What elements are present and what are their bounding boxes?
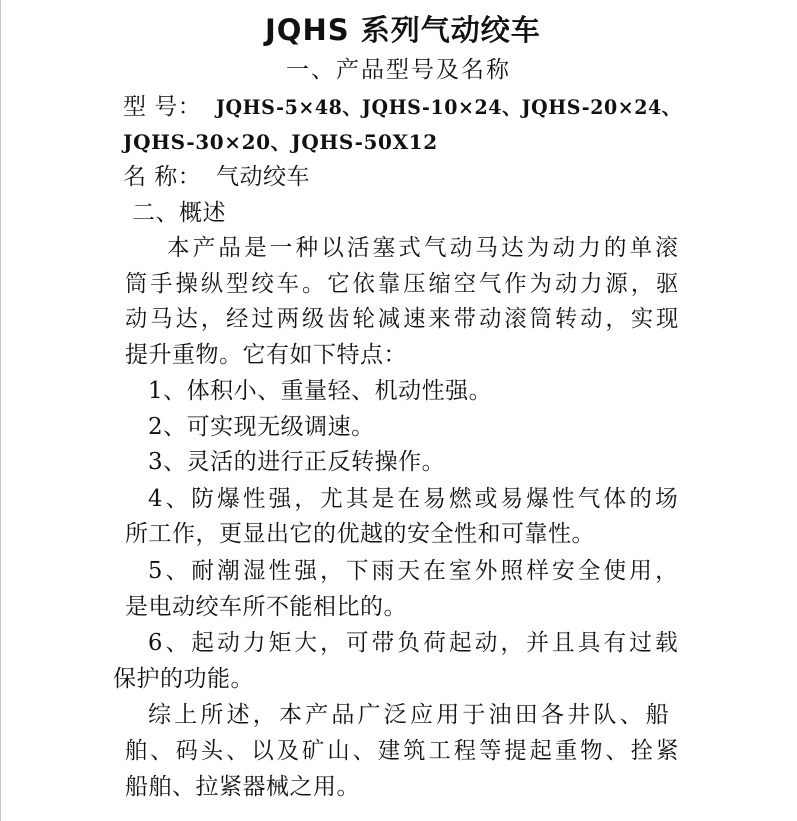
intro-line-4: 提升重物。它有如下特点： xyxy=(125,342,407,368)
intro-line-3: 动马达，经过两级齿轮减速来带动滚筒转动，实现 xyxy=(125,306,682,332)
feature-3-line-1: 3、灵活的进行正反转操作。 xyxy=(148,449,446,475)
model-line-1: JQHS-5×48、JQHS-10×24、JQHS-20×24、 xyxy=(216,95,682,119)
document-title: JQHS 系列气动绞车 xyxy=(265,13,541,47)
feature-6-line-2: 保护的功能。 xyxy=(113,666,254,692)
intro-line-1: 本产品是一种以活塞式气动马达为动力的单滚 xyxy=(167,235,681,261)
intro-line-2: 筒手操纵型绞车。它依靠压缩空气作为动力源，驱 xyxy=(125,271,682,297)
summary-line-2: 舶、码头、以及矿山、建筑工程等提起重物、拴紧 xyxy=(125,738,682,764)
summary-line-3: 船舶、拉紧器械之用。 xyxy=(125,774,360,800)
feature-4-line-2: 所工作，更显出它的优越的安全性和可靠性。 xyxy=(125,521,595,547)
feature-5-line-1: 5、耐潮湿性强，下雨天在室外照样安全使用， xyxy=(148,558,681,584)
model-line-2: JQHS-30×20、JQHS-50X12 xyxy=(123,130,438,154)
name-label: 名 称： xyxy=(123,164,202,190)
summary-line-1: 综上所述，本产品广泛应用于油田各井队、船 xyxy=(148,702,672,728)
name-value: 气动绞车 xyxy=(216,164,310,190)
section2-heading: 二、概述 xyxy=(132,200,226,226)
section1-heading: 一、产品型号及名称 xyxy=(286,57,511,83)
feature-5-line-2: 是电动绞车所不能相比的。 xyxy=(125,594,407,620)
feature-2-line-1: 2、可实现无级调速。 xyxy=(148,414,375,440)
feature-6-line-1: 6、起动力矩大，可带负荷起动，并且具有过载 xyxy=(148,630,681,656)
model-label: 型 号： xyxy=(123,94,202,120)
feature-4-line-1: 4、防爆性强，尤其是在易燃或易爆性气体的场 xyxy=(148,486,681,512)
feature-1-line-1: 1、体积小、重量轻、机动性强。 xyxy=(148,378,493,404)
